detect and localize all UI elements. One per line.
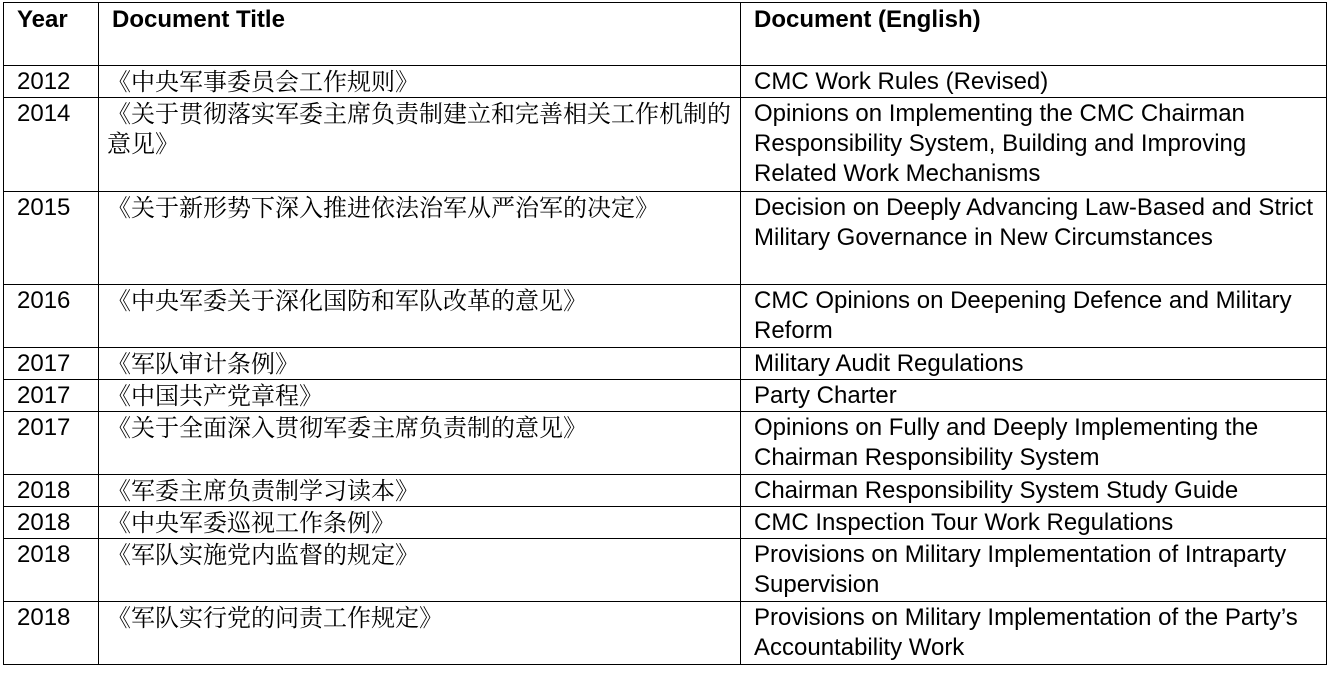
header-document-english: Document (English) <box>741 3 1327 66</box>
year-cell: 2014 <box>4 98 99 192</box>
year-cell: 2017 <box>4 380 99 412</box>
english-cell: Party Charter <box>741 380 1327 412</box>
table-row <box>4 412 1327 475</box>
english-cell: CMC Opinions on Deepening Defence and Military Reform <box>741 285 1327 348</box>
table-row <box>4 348 1327 380</box>
table-row <box>4 285 1327 348</box>
title-cell: 《军委主席负责制学习读本》 <box>99 475 741 507</box>
year-cell: 2015 <box>4 192 99 285</box>
year-cell: 2017 <box>4 412 99 475</box>
english-cell: Provisions on Military Implementation of Intraparty Supervision <box>741 539 1327 602</box>
title-cell: 《军队实施党内监督的规定》 <box>99 539 741 602</box>
header-year: Year <box>4 3 99 66</box>
year-cell: 2016 <box>4 285 99 348</box>
title-cell: 《关于新形势下深入推进依法治军从严治军的决定》 <box>99 192 741 285</box>
year-cell: 2018 <box>4 539 99 602</box>
english-cell: Opinions on Fully and Deeply Implementing the Chairman Responsibility System <box>741 412 1327 475</box>
documents-table <box>3 2 1327 665</box>
table-row <box>4 507 1327 539</box>
english-cell: CMC Inspection Tour Work Regulations <box>741 507 1327 539</box>
english-cell: Decision on Deeply Advancing Law-Based and Strict Military Governance in New Circumstances <box>741 192 1327 285</box>
year-cell: 2017 <box>4 348 99 380</box>
table-row <box>4 475 1327 507</box>
header-row <box>4 3 1327 66</box>
title-cell: 《关于贯彻落实军委主席负责制建立和完善相关工作机制的意见》 <box>99 98 741 192</box>
english-cell: Chairman Responsibility System Study Guide <box>741 475 1327 507</box>
title-cell: 《中央军事委员会工作规则》 <box>99 66 741 98</box>
english-cell: Military Audit Regulations <box>741 348 1327 380</box>
table-row <box>4 602 1327 665</box>
title-cell: 《中央军委关于深化国防和军队改革的意见》 <box>99 285 741 348</box>
table-row <box>4 66 1327 98</box>
table-row <box>4 192 1327 285</box>
title-cell: 《中央军委巡视工作条例》 <box>99 507 741 539</box>
table-row <box>4 380 1327 412</box>
english-cell: Opinions on Implementing the CMC Chairman Responsibility System, Building and Improving Related Work Mechanisms <box>741 98 1327 192</box>
year-cell: 2018 <box>4 602 99 665</box>
title-cell: 《军队实行党的问责工作规定》 <box>99 602 741 665</box>
year-cell: 2012 <box>4 66 99 98</box>
title-cell: 《关于全面深入贯彻军委主席负责制的意见》 <box>99 412 741 475</box>
title-cell: 《中国共产党章程》 <box>99 380 741 412</box>
title-cell: 《军队审计条例》 <box>99 348 741 380</box>
year-cell: 2018 <box>4 475 99 507</box>
table-row <box>4 98 1327 192</box>
english-cell: CMC Work Rules (Revised) <box>741 66 1327 98</box>
header-document-title: Document Title <box>99 3 741 66</box>
year-cell: 2018 <box>4 507 99 539</box>
english-cell: Provisions on Military Implementation of the Party’s Accountability Work <box>741 602 1327 665</box>
table-row <box>4 539 1327 602</box>
